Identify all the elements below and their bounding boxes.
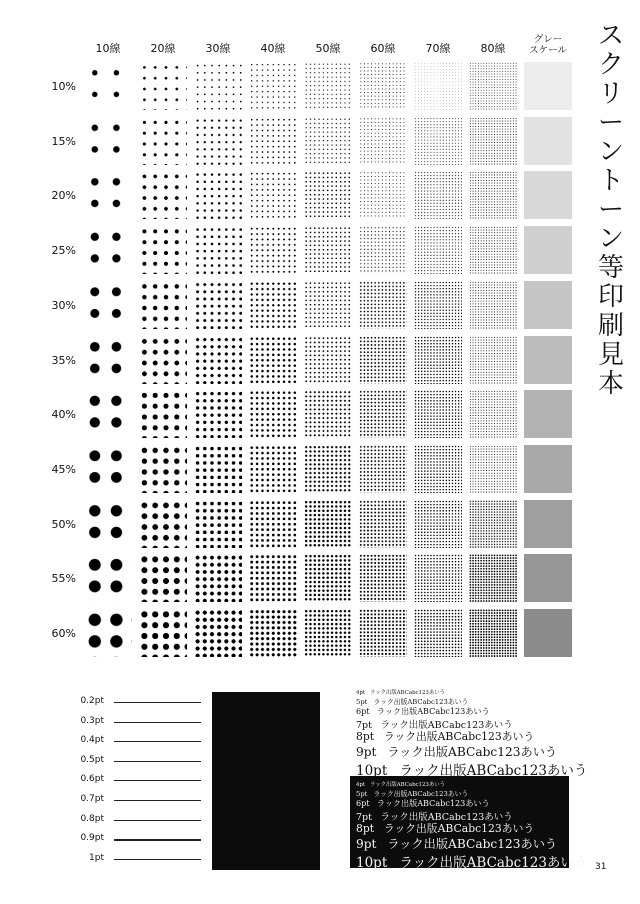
tone-swatch [249, 336, 297, 384]
tone-swatch [304, 117, 352, 165]
tone-swatch [469, 117, 517, 165]
font-size-label: 9pt [356, 837, 377, 852]
tone-swatch [84, 445, 132, 493]
font-size-label: 8pt [356, 730, 375, 744]
font-size-label: 10pt [356, 854, 388, 871]
font-sample-text: ラック出版ABCabc123あいう [383, 730, 535, 744]
font-sample-text: ラック出版ABCabc123あいう [387, 745, 558, 760]
line-weight-black-panel [212, 692, 320, 870]
font-sample-text: ラック出版ABCabc123あいう [373, 698, 469, 707]
tone-swatch [359, 500, 407, 548]
line-weight-label: 0.8pt [80, 813, 104, 824]
tone-swatch [469, 62, 517, 110]
tone-swatch [84, 390, 132, 438]
title-char: ン [597, 137, 624, 167]
font-sample-text: ラック出版ABCabc123あいう [369, 690, 446, 696]
font-sample-inverted [356, 821, 534, 836]
font-sample-text: ラック出版ABCabc123あいう [376, 797, 490, 808]
tone-swatch [469, 336, 517, 384]
font-size-label: 8pt [356, 822, 375, 836]
title-char: 本 [597, 369, 624, 399]
column-label: グレー スケール [529, 34, 567, 56]
tone-swatch [359, 445, 407, 493]
font-size-label: 6pt [356, 797, 370, 808]
font-sample-text: ラック出版ABCabc123あいう [399, 762, 588, 779]
row-label: 10% [51, 80, 76, 93]
tone-swatch [304, 171, 352, 219]
line-weight-sample [114, 702, 201, 703]
tone-swatch [414, 62, 462, 110]
tone-swatch [524, 390, 572, 438]
font-size-label: 7pt [356, 719, 372, 731]
tone-swatch [139, 445, 187, 493]
title-char: ト [597, 166, 624, 196]
tone-swatch [414, 554, 462, 602]
tone-swatch [84, 281, 132, 329]
tone-swatch [524, 445, 572, 493]
tone-swatch [304, 62, 352, 110]
font-sample-text: ラック出版ABCabc123あいう [376, 705, 490, 716]
line-weight-sample [114, 761, 201, 762]
row-label: 30% [51, 298, 76, 312]
title-char: ー [597, 108, 624, 138]
tone-swatch [304, 445, 352, 493]
font-sample [356, 688, 445, 696]
font-sample-text: ラック出版ABCabc123あいう [380, 719, 513, 731]
line-weight-sample [114, 859, 201, 861]
font-sample-inverted [356, 835, 557, 852]
tone-swatch [524, 117, 572, 165]
font-sample-text: ラック出版ABCabc123あいう [369, 782, 446, 788]
tone-swatch [524, 226, 572, 274]
tone-swatch [304, 336, 352, 384]
tone-swatch [414, 390, 462, 438]
tone-swatch [304, 609, 352, 657]
tone-swatch [194, 554, 242, 602]
tone-swatch [194, 500, 242, 548]
tone-swatch [524, 171, 572, 219]
tone-swatch [304, 281, 352, 329]
tone-swatch [84, 609, 132, 657]
row-label: 35% [51, 353, 76, 367]
tone-swatch [359, 281, 407, 329]
column-label: 80線 [480, 42, 506, 55]
tone-swatch [194, 226, 242, 274]
tone-swatch [194, 336, 242, 384]
tone-swatch [139, 609, 187, 657]
tone-swatch [304, 554, 352, 602]
font-sample-text: ラック出版ABCabc123あいう [380, 811, 513, 823]
tone-swatch [304, 390, 352, 438]
line-weight-label: 0.9pt [80, 833, 104, 844]
row-label: 15% [51, 134, 76, 148]
font-size-label: 5pt [356, 790, 368, 799]
tone-swatch [469, 609, 517, 657]
title-char: ー [597, 195, 624, 225]
font-sample-inverted [356, 780, 445, 788]
font-size-label: 6pt [356, 705, 370, 716]
tone-swatch [84, 336, 132, 384]
tone-swatch [524, 554, 572, 602]
font-sample-inverted [356, 851, 587, 871]
tone-swatch [469, 281, 517, 329]
column-label: 40線 [260, 42, 286, 55]
tone-swatch [359, 336, 407, 384]
tone-swatch [139, 62, 187, 110]
tone-swatch [139, 336, 187, 384]
font-size-label: 7pt [356, 811, 372, 823]
title-char: 見 [597, 340, 624, 370]
line-weight-label: 0.4pt [80, 735, 104, 746]
column-label: 60線 [370, 42, 396, 55]
tone-swatch [524, 281, 572, 329]
font-size-label: 4pt [356, 782, 366, 788]
tone-swatch [84, 117, 132, 165]
font-sample [356, 696, 468, 706]
tone-swatch [359, 554, 407, 602]
title-char: 等 [597, 253, 624, 283]
tone-swatch [359, 609, 407, 657]
page-number: 31 [595, 862, 607, 872]
title-char: ク [597, 50, 624, 80]
font-sample-text: ラック出版ABCabc123あいう [387, 837, 558, 852]
column-label: 50線 [315, 42, 341, 55]
tone-swatch [139, 500, 187, 548]
tone-swatch [194, 445, 242, 493]
tone-swatch [139, 171, 187, 219]
tone-swatch [414, 171, 462, 219]
tone-swatch [139, 226, 187, 274]
tone-swatch [469, 171, 517, 219]
font-sample [356, 743, 557, 760]
font-sample [356, 706, 490, 717]
font-sample-text: ラック出版ABCabc123あいう [399, 854, 588, 871]
tone-swatch [249, 281, 297, 329]
line-weight-label: 1pt [89, 852, 104, 863]
tone-swatch [304, 226, 352, 274]
line-weight-sample [114, 820, 201, 821]
title-char: 刷 [597, 311, 624, 341]
tone-swatch [414, 226, 462, 274]
font-sample [356, 729, 534, 744]
tone-swatch [139, 117, 187, 165]
column-label: 20線 [150, 42, 176, 55]
row-label: 40% [51, 408, 76, 422]
line-weight-label: 0.2pt [80, 696, 104, 706]
font-sample-text: ラック出版ABCabc123あいう [383, 822, 535, 836]
tone-swatch [304, 500, 352, 548]
tone-swatch [469, 390, 517, 438]
title-char: ス [597, 21, 624, 51]
title-char: リ [597, 79, 624, 109]
tone-swatch [249, 554, 297, 602]
tone-swatch [524, 500, 572, 548]
tone-swatch [414, 445, 462, 493]
tone-swatch [249, 500, 297, 548]
line-weight-sample [114, 722, 201, 723]
tone-swatch [249, 390, 297, 438]
font-sample-text: ラック出版ABCabc123あいう [373, 790, 469, 799]
font-size-label: 5pt [356, 698, 368, 707]
tone-swatch [194, 281, 242, 329]
tone-swatch [194, 390, 242, 438]
tone-swatch [359, 390, 407, 438]
tone-swatch [414, 117, 462, 165]
title-char: 印 [597, 282, 624, 312]
tone-swatch [359, 62, 407, 110]
font-size-label: 10pt [356, 762, 388, 779]
tone-swatch [359, 117, 407, 165]
tone-swatch [139, 281, 187, 329]
tone-swatch [469, 554, 517, 602]
tone-swatch [84, 554, 132, 602]
tone-swatch [84, 226, 132, 274]
title-char: ン [597, 224, 624, 254]
row-label: 20% [51, 189, 76, 203]
tone-swatch [249, 609, 297, 657]
column-label: 10線 [95, 42, 121, 55]
line-weight-sample [114, 741, 201, 742]
font-sample-inverted [356, 788, 468, 798]
tone-swatch [469, 445, 517, 493]
tone-swatch [359, 226, 407, 274]
tone-swatch [359, 171, 407, 219]
row-label: 45% [51, 462, 76, 476]
tone-swatch [524, 609, 572, 657]
tone-swatch [84, 500, 132, 548]
row-label: 55% [51, 572, 76, 586]
line-weight-label: 0.7pt [80, 794, 104, 804]
tone-swatch [414, 500, 462, 548]
tone-swatch [194, 117, 242, 165]
tone-swatch [249, 117, 297, 165]
line-weight-label: 0.6pt [80, 774, 104, 785]
tone-swatch [84, 171, 132, 219]
tone-swatch [249, 226, 297, 274]
tone-swatch [84, 62, 132, 110]
row-label: 60% [51, 627, 76, 640]
tone-swatch [249, 171, 297, 219]
tone-swatch [194, 171, 242, 219]
font-sample-inverted [356, 798, 490, 809]
tone-swatch [414, 281, 462, 329]
tone-swatch [249, 62, 297, 110]
tone-swatch [194, 609, 242, 657]
line-weight-label: 0.3pt [80, 715, 104, 726]
row-label: 50% [51, 517, 76, 531]
font-sample [356, 759, 587, 779]
tone-swatch [469, 226, 517, 274]
tone-swatch [139, 554, 187, 602]
line-weight-sample [114, 839, 201, 841]
font-size-label: 4pt [356, 690, 366, 696]
tone-swatch [139, 390, 187, 438]
line-weight-label: 0.5pt [80, 754, 104, 765]
column-label: 70線 [425, 42, 451, 55]
line-weight-sample [114, 780, 201, 781]
tone-swatch [469, 500, 517, 548]
line-weight-sample [114, 800, 201, 801]
tone-swatch [194, 62, 242, 110]
tone-swatch [414, 609, 462, 657]
tone-swatch [524, 62, 572, 110]
tone-swatch [249, 445, 297, 493]
tone-swatch [414, 336, 462, 384]
tone-swatch [524, 336, 572, 384]
page-title [596, 22, 626, 399]
column-label: 30線 [205, 42, 231, 55]
row-label: 25% [51, 244, 76, 258]
font-size-label: 9pt [356, 745, 377, 760]
